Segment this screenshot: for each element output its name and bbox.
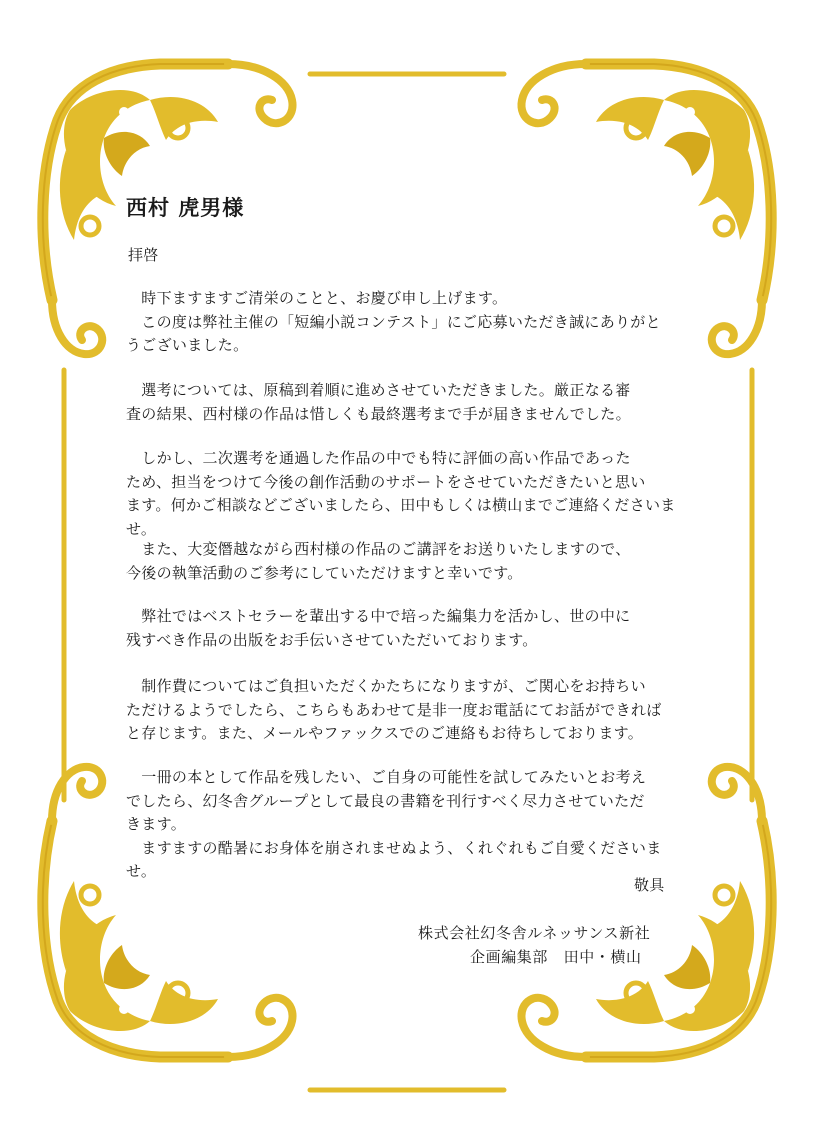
- company-name: 株式会社幻冬舎ルネッサンス新社: [418, 924, 651, 942]
- paragraph-line: 一冊の本として作品を残したい、ご自身の可能性を試してみたいとお考え: [126, 768, 647, 786]
- body-paragraph: [126, 379, 686, 426]
- paragraph-line: 残すべき作品の出版をお手伝いさせていただいております。: [126, 630, 538, 649]
- body-paragraph: [126, 287, 686, 358]
- paragraph-line: 今後の執筆活動のご参考にしていただけますと幸いです。: [126, 563, 523, 582]
- body-paragraph: [126, 605, 686, 652]
- body-paragraph: [126, 538, 686, 585]
- paragraph-line: ため、担当をつけて今後の創作活動のサポートをさせていただきたいと思い: [126, 472, 646, 491]
- paragraph-line: 制作費についてはご負担いただくかたちになりますが、ご関心をお持ちい: [126, 677, 646, 695]
- paragraph-line: ます。何かご相談などございましたら、田中もしくは横山までご連絡くださいま: [126, 496, 676, 514]
- body-paragraph: [126, 447, 686, 541]
- recipient-name: 西村 虎男様: [126, 196, 245, 220]
- salutation: 拝啓: [128, 246, 159, 264]
- body-paragraph: [126, 766, 686, 884]
- paragraph-line: 弊社ではベストセラーを輩出する中で培った編集力を活かし、世の中に: [126, 607, 631, 625]
- paragraph-line: 時下ますますご清栄のことと、お慶び申し上げます。: [126, 289, 508, 307]
- paragraph-line: 査の結果、西村様の作品は惜しくも最終選考まで手が届きませんでした。: [126, 404, 631, 423]
- paragraph-line: 選考については、原稿到着順に進めさせていただきました。厳正なる審: [126, 381, 631, 399]
- paragraph-line: せ。: [126, 862, 157, 880]
- body-paragraph: [126, 675, 686, 746]
- paragraph-line: しかし、二次選考を通過した作品の中でも特に評価の高い作品であった: [126, 449, 631, 467]
- paragraph-line: せ。: [126, 519, 157, 538]
- paragraph-line: ただけるようでしたら、こちらもあわせて是非一度お電話にてお話ができれば: [126, 700, 662, 719]
- paragraph-line: この度は弊社主催の「短編小説コンテスト」にご応募いただき誠にありがと: [126, 312, 661, 331]
- paragraph-line: うございました。: [126, 336, 249, 354]
- department-signature: 企画編集部 田中・横山: [470, 948, 642, 966]
- paragraph-line: と存じます。また、メールやファックスでのご連絡もお待ちしております。: [126, 724, 644, 742]
- closing-phrase: 敬具: [634, 876, 665, 894]
- paragraph-line: きます。: [126, 815, 187, 833]
- paragraph-line: ますますの酷暑にお身体を崩されませぬよう、くれぐれもご自愛くださいま: [126, 838, 662, 857]
- paragraph-line: でしたら、幻冬舎グループとして最良の書籍を刊行すべく尽力させていただ: [126, 791, 645, 810]
- paragraph-line: また、大変僭越ながら西村様の作品のご講評をお送りいたしますので、: [126, 540, 631, 558]
